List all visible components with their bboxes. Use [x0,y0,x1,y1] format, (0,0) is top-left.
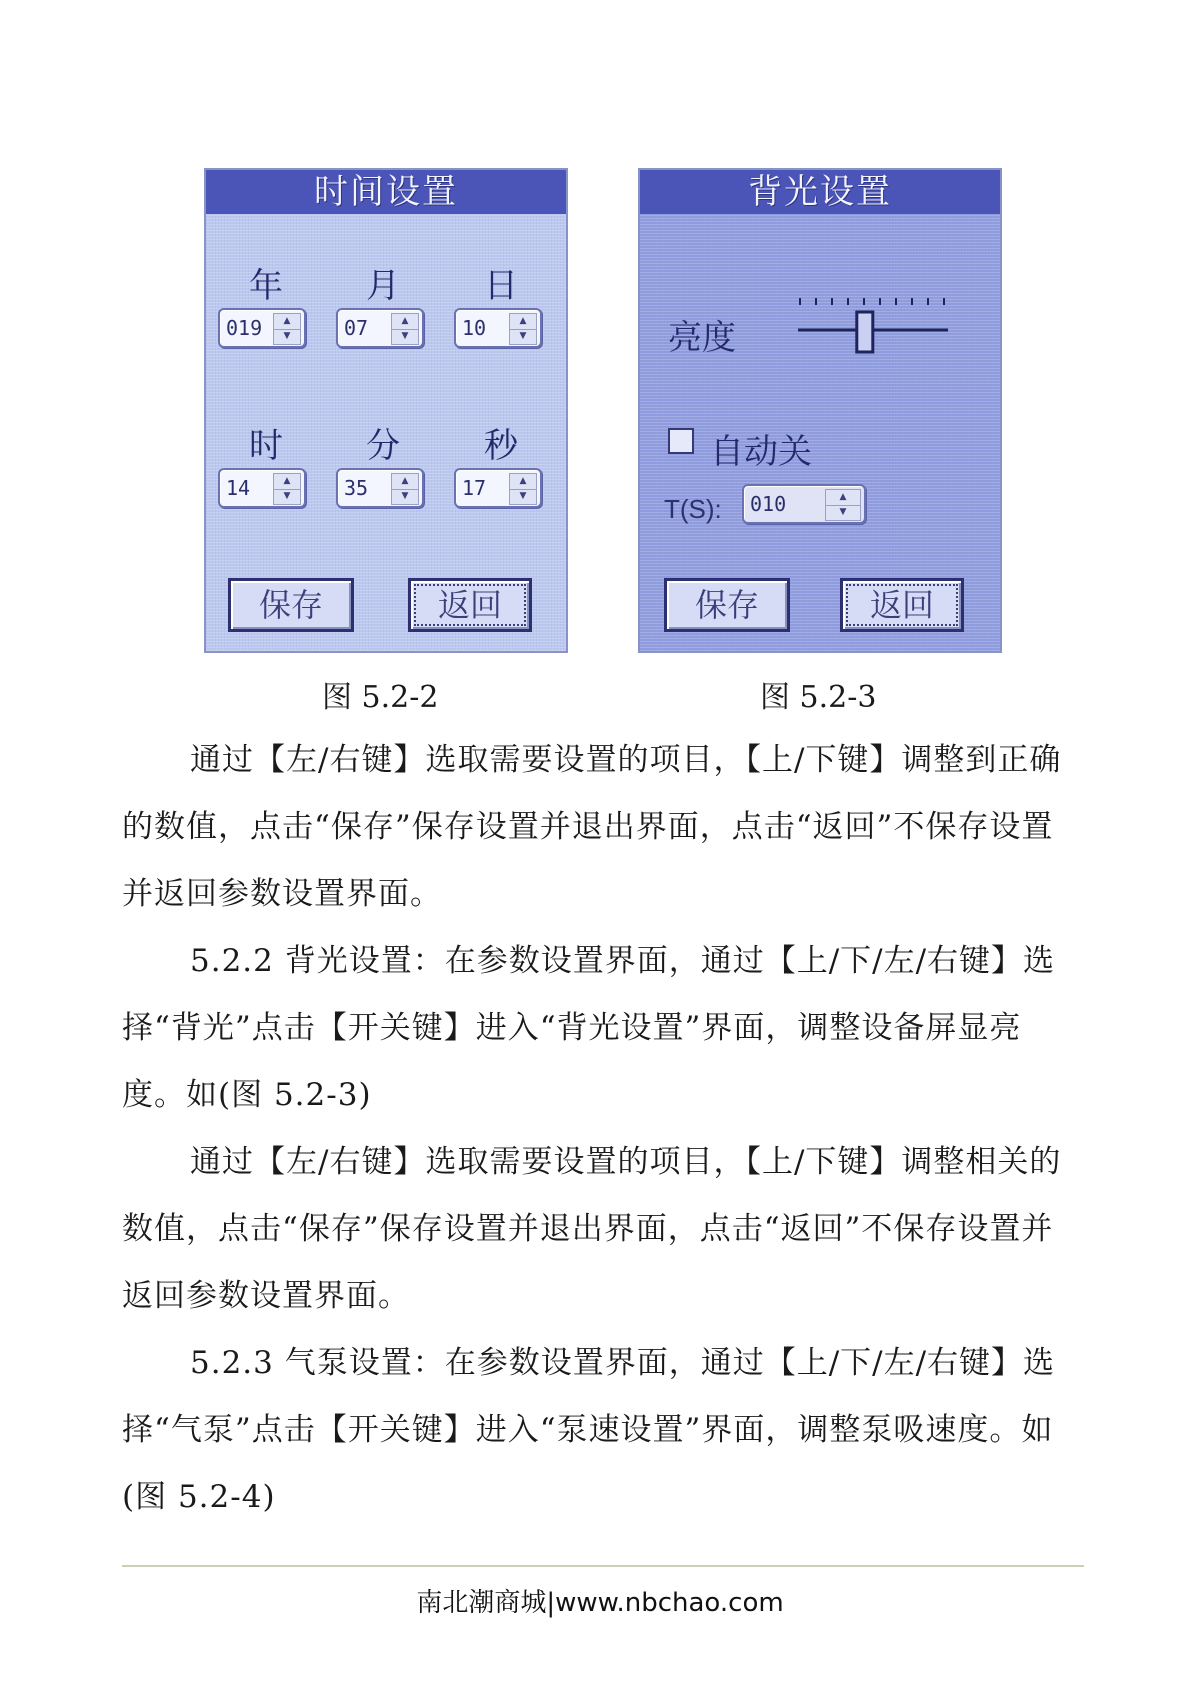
minute-label: 分 [366,426,400,466]
brightness-slider[interactable] [796,298,952,358]
timeout-spinbox[interactable] [742,484,866,524]
month-value: 07 [344,316,369,340]
hour-spinbox[interactable] [218,468,306,508]
year-value: 019 [226,316,263,340]
year-label: 年 [249,266,283,306]
second-value: 17 [462,476,487,500]
minute-spinbox[interactable] [336,468,424,508]
month-spin-buttons[interactable] [391,313,419,345]
spin-down-icon[interactable]: ▼ [283,331,291,341]
spin-down-icon[interactable]: ▼ [401,491,409,501]
spin-up-icon[interactable]: ▲ [510,314,536,330]
spin-down-icon[interactable]: ▼ [401,331,409,341]
spin-up-icon[interactable]: ▲ [274,474,300,490]
paragraph-backlight-instructions: 通过【左/右键】选取需要设置的项目，【上/下键】调整相关的数值，点击“保存”保存设置并退出界面，点击“返回”不保存设置并返回参数设置界面。 [122,1144,1062,1314]
auto-off-label: 自动关 [710,432,812,472]
timeout-value: 010 [750,492,787,516]
slider-thumb [857,312,873,352]
second-spinbox[interactable] [454,468,542,508]
spin-up-icon[interactable]: ▲ [392,314,418,330]
month-label: 月 [366,266,400,306]
save-button[interactable]: 保存 [228,578,354,632]
year-spinbox[interactable] [218,308,306,348]
auto-off-checkbox[interactable] [668,428,694,454]
footer-site: 南北潮商城|www.nbchao.com [416,1588,784,1618]
backlight-settings-screen [638,168,1002,653]
timeout-spin-buttons[interactable] [825,489,861,521]
hour-label: 时 [249,426,283,466]
figure-caption-5-2-3: 图 5.2-3 [760,680,877,715]
backlight-settings-title: 背光设置 [640,170,1000,214]
day-label: 日 [484,266,518,306]
spin-up-icon[interactable]: ▲ [392,474,418,490]
hour-spin-buttons[interactable] [273,473,301,505]
spin-down-icon[interactable]: ▼ [839,507,847,517]
spin-down-icon[interactable]: ▼ [519,491,527,501]
time-settings-title: 时间设置 [206,170,566,214]
second-spin-buttons[interactable] [509,473,537,505]
minute-value: 35 [344,476,369,500]
day-spin-buttons[interactable] [509,313,537,345]
spin-down-icon[interactable]: ▼ [283,491,291,501]
back-button[interactable]: 返回 [408,578,532,632]
year-spin-buttons[interactable] [273,313,301,345]
spin-down-icon[interactable]: ▼ [519,331,527,341]
hour-value: 14 [226,476,251,500]
brightness-slider-graphic [796,298,952,358]
paragraph-backlight-section: 5.2.2 背光设置：在参数设置界面，通过【上/下/左/右键】选择“背光”点击【开关键】进入“背光设置”界面，调整设备屏显亮度。如(图 5.2-3) [122,943,1056,1113]
save-button[interactable]: 保存 [664,578,790,632]
day-value: 10 [462,316,487,340]
minute-spin-buttons[interactable] [391,473,419,505]
paragraph-time-instructions: 通过【左/右键】选取需要设置的项目，【上/下键】调整到正确的数值，点击“保存”保存设置并退出界面，点击“返回”不保存设置并返回参数设置界面。 [122,742,1062,912]
spin-up-icon[interactable]: ▲ [826,490,860,506]
timeout-label: T(S): [664,494,722,524]
time-settings-screen [204,168,568,653]
footer-divider [122,1565,1084,1567]
spin-up-icon[interactable]: ▲ [510,474,536,490]
back-button[interactable]: 返回 [840,578,964,632]
month-spinbox[interactable] [336,308,424,348]
paragraph-pump-section: 5.2.3 气泵设置：在参数设置界面，通过【上/下/左/右键】选择“气泵”点击【开关键】进入“泵速设置”界面，调整泵吸速度。如(图 5.2-4) [122,1345,1056,1515]
brightness-label: 亮度 [668,318,736,358]
figure-caption-5-2-2: 图 5.2-2 [322,680,439,715]
slider-ticks [800,298,944,305]
day-spinbox[interactable] [454,308,542,348]
spin-up-icon[interactable]: ▲ [274,314,300,330]
second-label: 秒 [484,426,518,466]
